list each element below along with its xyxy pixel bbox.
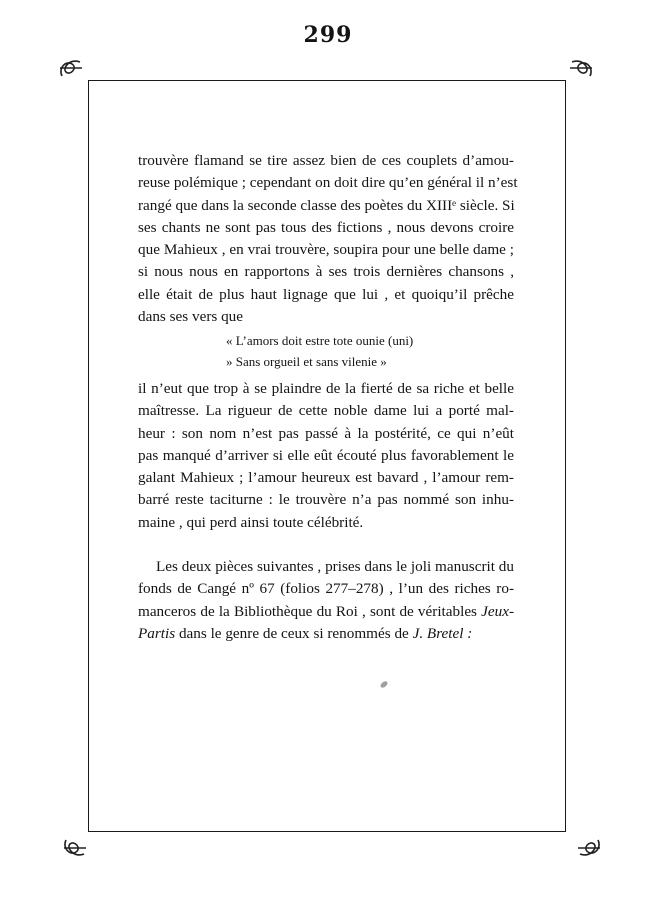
text-line: trouvère flamand se tire assez bien de ces couplets d’amou-	[138, 152, 514, 169]
text-line: il n’eut que trop à se plaindre de la fierté de sa riche et belle	[138, 380, 514, 397]
text-line: heur : son nom n’est pas passé à la postérité, ce qui n’eût	[138, 424, 514, 442]
text-line: elle était de plus haut lignage que lui , et quoiqu’il prêche	[138, 285, 514, 303]
text-line: fonds de Cangé nº 67 (folios 277–278) , l’un des riches ro-	[138, 580, 514, 598]
paragraph-2	[138, 378, 514, 534]
text-line: que Mahieux , en vrai trouvère, soupira pour une belle dame ;	[138, 241, 514, 259]
text-line: maine , qui perd ainsi toute célébrité.	[138, 513, 364, 531]
text-span: manceros de la Bibliothèque du Roi , sont de véritables	[138, 602, 477, 620]
text-span: dans le genre de ceux si renommés de	[178, 624, 409, 642]
text-line: rangé que dans la seconde classe des poètes du XIIIᵉ siècle. Si	[138, 196, 515, 214]
corner-ornament-top-right-icon	[566, 54, 596, 84]
text-line: maîtresse. La rigueur de cette noble dame lui a porté mal-	[138, 402, 514, 420]
quote-line: » Sans orgueil et sans vilenie »	[226, 354, 387, 369]
text-line: reuse polémique ; cependant on doit dire qu’en général il n’est	[138, 174, 518, 192]
verse-quote	[226, 330, 413, 372]
paragraph-1	[138, 150, 518, 328]
italic-term: Partis	[138, 624, 176, 642]
text-line	[138, 623, 514, 645]
text-line: pas manqué d’arriver si elle eût écouté plus favorablement le	[138, 446, 514, 464]
text-line: Les deux pièces suivantes , prises dans le joli manuscrit du	[156, 558, 514, 575]
quote-line: « L’amors doit estre tote ounie (uni)	[226, 333, 414, 348]
text-line: si nous nous en rapportons à ses trois dernières chansons ,	[138, 263, 514, 281]
italic-term: Jeux-	[481, 602, 514, 620]
paragraph-3	[138, 556, 514, 645]
text-line: barré reste taciturne : le trouvère n’a pas nommé son inhu-	[138, 491, 514, 509]
italic-author-name: J. Bretel :	[412, 624, 473, 642]
corner-ornament-bottom-right-icon	[574, 832, 604, 862]
text-line: ses chants ne sont pas tous des fictions , nous devons croire	[138, 218, 514, 236]
corner-ornament-bottom-left-icon	[60, 832, 90, 862]
page-number: 299	[303, 22, 353, 48]
text-line	[138, 601, 514, 623]
corner-ornament-top-left-icon	[56, 54, 86, 84]
text-line: dans ses vers que	[138, 308, 244, 326]
text-line: galant Mahieux ; l’amour heureux est bavard , l’amour rem-	[138, 469, 514, 487]
